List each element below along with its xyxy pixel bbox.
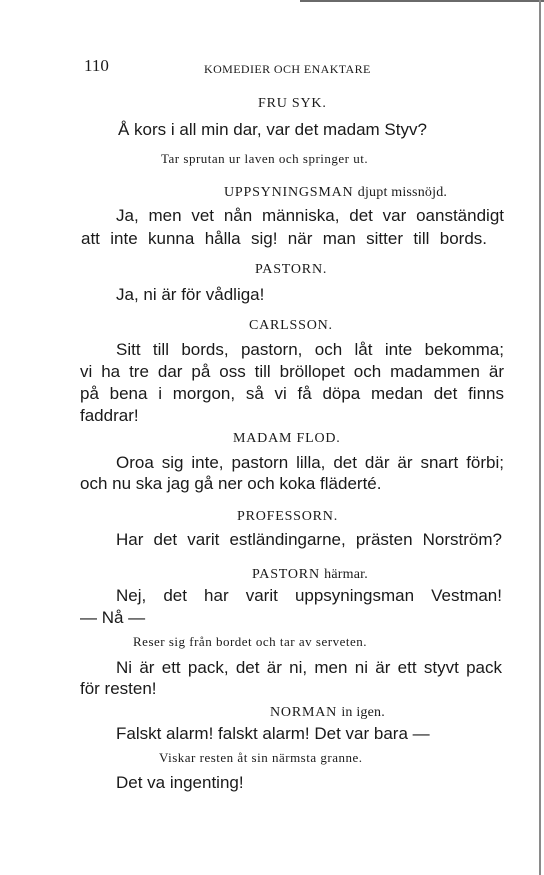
dialogue-line: Det va ingenting! — [116, 773, 244, 792]
speaker-direction: in igen. — [341, 705, 385, 720]
right-edge-rule — [539, 0, 541, 875]
speaker-name: MADAM FLOD. — [233, 431, 341, 446]
speaker-pastorn-harmar — [252, 567, 368, 583]
dialogue-line: för resten! — [80, 679, 157, 698]
dialogue-line: Ja, men vet nån människa, det var oanständigt — [116, 206, 504, 225]
dialogue-line: vi ha tre dar på oss till bröllopet och madammen är — [80, 362, 504, 381]
page-number: 110 — [84, 56, 109, 75]
dialogue-line: Nej, det har varit uppsyningsman Vestman! — [116, 586, 502, 605]
speaker-name: UPPSYNINGSMAN — [224, 185, 354, 200]
dialogue-line: och nu ska jag gå ner och koka fläderté. — [80, 474, 382, 493]
speaker-madam-flod — [233, 431, 341, 447]
speaker-carlsson — [249, 318, 333, 334]
speaker-name: PASTORN. — [255, 262, 328, 277]
speaker-name: FRU SYK. — [258, 96, 327, 111]
stage-direction: Viskar resten åt sin närmsta granne. — [159, 750, 363, 765]
dialogue-line: Falskt alarm! falskt alarm! Det var bara — — [116, 724, 430, 743]
stage-direction: Reser sig från bordet och tar av serveten. — [133, 634, 367, 649]
speaker-uppsyningsman — [224, 185, 447, 201]
dialogue-line: Har det varit estländingarne, prästen Norström? — [116, 530, 502, 549]
speaker-fru-syk — [258, 96, 327, 112]
top-edge-rule — [300, 0, 544, 2]
running-title: KOMEDIER OCH ENAKTARE — [204, 62, 371, 76]
speaker-name: PROFESSORN. — [237, 509, 339, 524]
speaker-name: CARLSSON. — [249, 318, 333, 333]
speaker-direction: djupt missnöjd. — [357, 185, 448, 200]
dialogue-line: Ni är ett pack, det är ni, men ni är ett styvt pack — [116, 658, 502, 677]
dialogue-line: Oroa sig inte, pastorn lilla, det där är snart förbi; — [116, 453, 504, 472]
speaker-name: PASTORN — [252, 567, 320, 582]
dialogue-line: att inte kunna hålla sig! när man sitter till bords. — [81, 229, 487, 248]
speaker-norman — [270, 705, 385, 721]
dialogue-line: Å kors i all min dar, var det madam Styv? — [118, 120, 427, 139]
speaker-pastorn — [255, 262, 327, 278]
speaker-name: NORMAN — [270, 705, 338, 720]
dialogue-line: Sitt till bords, pastorn, och låt inte bekomma; — [116, 340, 504, 359]
dialogue-line: Ja, ni är för vådliga! — [116, 285, 265, 304]
stage-direction: Tar sprutan ur laven och springer ut. — [161, 151, 369, 166]
speaker-direction: härmar. — [324, 567, 368, 582]
speaker-professorn — [237, 509, 338, 525]
dialogue-line: faddrar! — [80, 406, 139, 425]
dialogue-line: på bena i morgon, så vi få döpa medan det finns — [80, 384, 504, 403]
dialogue-line: — Nå — — [80, 608, 146, 627]
